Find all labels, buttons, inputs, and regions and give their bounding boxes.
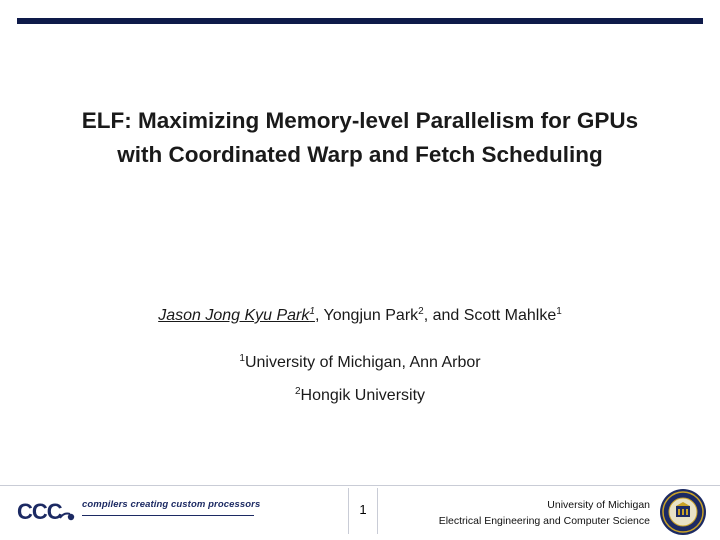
title-line-1: ELF: Maximizing Memory-level Parallelism for GPUs — [81, 108, 639, 133]
author-2-affiliation-mark: 2 — [418, 306, 424, 317]
org-line-1: University of Michigan — [547, 499, 650, 511]
title-line-2: with Coordinated Warp and Fetch Scheduling — [117, 142, 603, 167]
footer-divider — [0, 485, 720, 486]
organization-label — [410, 497, 650, 529]
author-3-name: , and Scott Mahlke — [423, 307, 557, 324]
presenter-name: Jason Jong Kyu Park$^1$ — [158, 306, 315, 324]
logo-text: CCC — [17, 499, 62, 524]
affiliation-2: $^2$Hongik University — [294, 386, 426, 404]
org-line-2: Electrical Engineering and Computer Science — [438, 515, 650, 527]
author-2-name: , Yongjun Park — [314, 307, 419, 324]
page-number: 1 — [359, 502, 367, 517]
university-seal-icon — [659, 488, 707, 536]
ccc-logo-icon — [16, 496, 78, 526]
top-accent-bar — [17, 18, 703, 24]
author-3-affiliation-mark: 1 — [556, 306, 562, 317]
affiliation-1: $^1$University of Michigan, Ann Arbor — [239, 353, 481, 371]
tagline-underline — [82, 515, 254, 516]
author-list — [0, 304, 720, 328]
logo-tagline: compilers creating custom processors — [82, 499, 261, 510]
slide-title — [20, 104, 700, 172]
presenter-affiliation-mark: 1 — [309, 306, 315, 317]
